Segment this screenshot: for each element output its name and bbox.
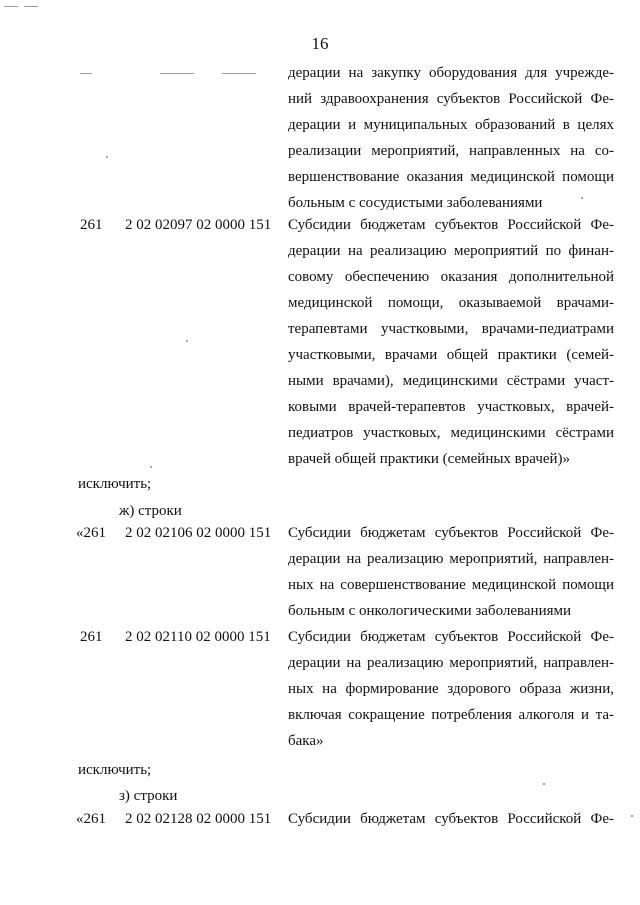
instruction-item-z: з) строки [119,788,178,804]
description-line: Субсидии бюджетам субъектов Российской Фе- [288,217,614,233]
description-line: ковыми врачей-терапевтов участковых, врачей- [288,399,614,415]
scan-speck [543,783,545,785]
row-description [288,60,614,216]
description-line: больным с сосудистыми заболеваниями [288,195,543,211]
instruction-item-zh: ж) строки [119,503,182,519]
admin-code: «261 [76,811,106,827]
row-description [288,212,614,472]
instruction-exclude: исключить; [78,476,152,492]
description-line: вершенствование оказания медицинской помощи [288,169,614,185]
description-line: педиатров участковых, медицинскими сёстрами [288,425,614,441]
scan-artifact [222,73,256,74]
scan-artifact [4,6,18,7]
scan-speck [631,815,633,817]
description-line: участковыми, врачами общей практики (семей- [288,347,614,363]
row-description [288,520,614,624]
description-line: ний здравоохранения субъектов Российской Фе- [288,91,614,107]
scan-artifact [80,73,92,74]
description-line: врачей общей практики (семейных врачей)» [288,451,571,467]
description-line: Субсидии бюджетам субъектов Российской Фе- [288,525,614,541]
description-line: реализации мероприятий, направленных на со- [288,143,614,159]
description-line: включая сокращение потребления алкоголя и та- [288,707,614,723]
description-line: медицинской помощи, оказываемой врачами- [288,295,614,311]
scan-artifact [24,6,38,7]
scan-artifact [160,73,194,74]
description-line: дерации на реализацию мероприятий по финан- [288,243,614,259]
scan-speck [186,340,188,342]
description-line: Субсидии бюджетам субъектов Российской Фе- [288,629,614,645]
row-description [288,624,614,754]
admin-code: 261 [80,629,103,645]
description-line: ными врачами), медицинскими сёстрами участ- [288,373,614,389]
row-description [288,806,614,832]
description-line: дерации на реализацию мероприятий, направлен- [288,655,614,671]
description-line: Субсидии бюджетам субъектов Российской Фе- [288,811,614,827]
budget-classification-code: 2 02 02097 02 0000 151 [125,217,272,233]
description-line: бака» [288,733,324,749]
description-line: ных на совершенствование медицинской помощи [288,577,614,593]
admin-code: 261 [80,217,103,233]
description-line: терапевтами участковыми, врачами-педиатрами [288,321,614,337]
description-line: дерации и муниципальных образований в целях [288,117,614,133]
admin-code: «261 [76,525,106,541]
instruction-exclude: исключить; [78,762,152,778]
scan-speck [150,466,152,468]
description-line: совому обеспечению оказания дополнительной [288,269,614,285]
budget-classification-code: 2 02 02110 02 0000 151 [125,629,271,645]
budget-classification-code: 2 02 02128 02 0000 151 [125,811,272,827]
description-line: дерации на реализацию мероприятий, направлен- [288,551,614,567]
description-line: дерации на закупку оборудования для учрежде- [288,65,614,81]
description-line: ных на формирование здорового образа жизни, [288,681,614,697]
scan-speck [106,156,108,158]
description-line: больным с онкологическими заболеваниями [288,603,572,619]
page-number: 16 [311,34,329,53]
budget-classification-code: 2 02 02106 02 0000 151 [125,525,272,541]
